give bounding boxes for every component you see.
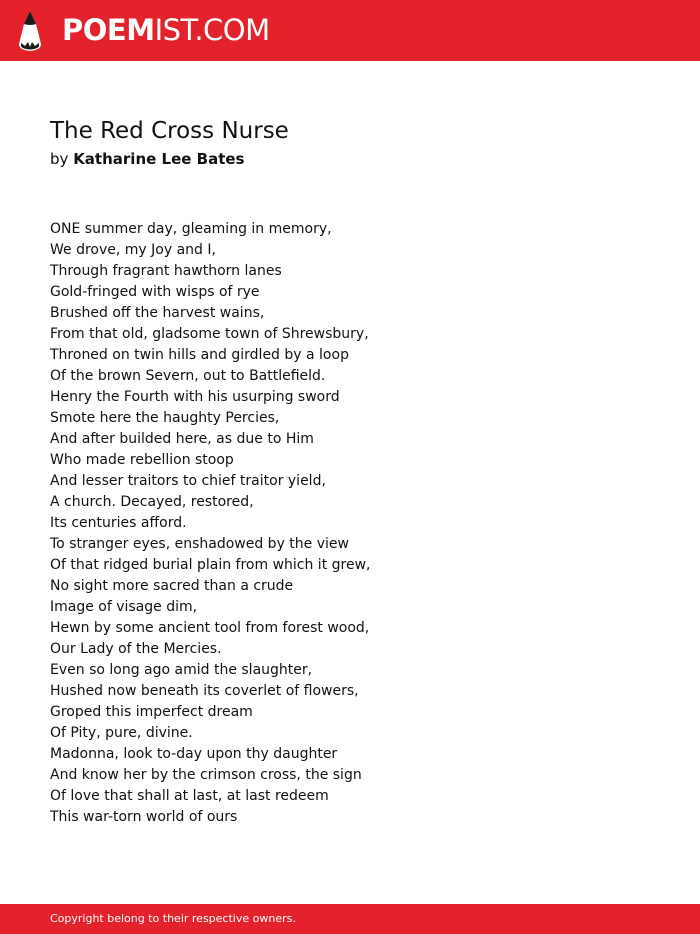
poem-line: Even so long ago amid the slaughter, (50, 662, 313, 678)
poem-line: Hushed now beneath its coverlet of flowers, (50, 683, 359, 699)
poem-line: Gold-fringed with wisps of rye (50, 284, 260, 300)
site-header (0, 0, 700, 61)
poem-line: Of Pity, pure, divine. (50, 725, 193, 741)
poem-line: Through fragrant hawthorn lanes (50, 263, 282, 279)
poem-line: ONE summer day, gleaming in memory, (50, 221, 332, 237)
poem-line: We drove, my Joy and I, (50, 242, 216, 258)
poem-line: Of love that shall at last, at last redeem (50, 788, 329, 804)
poem-line: Our Lady of the Mercies. (50, 641, 222, 657)
logo-bold-text: POEM (62, 13, 155, 47)
poem-line: Henry the Fourth with his usurping sword (50, 389, 340, 405)
poem-line: And know her by the crimson cross, the sign (50, 767, 362, 783)
poem-line: A church. Decayed, restored, (50, 494, 254, 510)
poem-line: Its centuries afford. (50, 515, 187, 531)
poem-byline (50, 149, 244, 169)
poem-line: This war-torn world of ours (50, 809, 238, 825)
poem-line: And after builded here, as due to Him (50, 431, 314, 447)
poem-title: The Red Cross Nurse (50, 118, 289, 144)
poem-line: Throned on twin hills and girdled by a loop (50, 347, 349, 363)
logo-light-text: IST.COM (154, 13, 270, 47)
poem-line: No sight more sacred than a crude (50, 578, 294, 594)
poem-line: Smote here the haughty Percies, (50, 410, 280, 426)
poem-line: From that old, gladsome town of Shrewsbury, (50, 326, 369, 342)
copyright-notice: Copyright belong to their respective owners. (50, 912, 296, 925)
poem-line: Image of visage dim, (50, 599, 198, 615)
poem-line: And lesser traitors to chief traitor yield, (50, 473, 326, 489)
poem-line: Brushed off the harvest wains, (50, 305, 265, 321)
poem-body (50, 219, 370, 828)
site-logo[interactable] (62, 13, 270, 47)
poem-line: Who made rebellion stoop (50, 452, 234, 468)
byline-prefix: by (50, 150, 69, 168)
poem-line: Groped this imperfect dream (50, 704, 253, 720)
poem-line: Madonna, look to-day upon thy daughter (50, 746, 338, 762)
pen-nib-icon (18, 10, 42, 52)
poem-author: Katharine Lee Bates (73, 150, 245, 168)
poem-line: Of that ridged burial plain from which it grew, (50, 557, 371, 573)
poem-line: To stranger eyes, enshadowed by the view (50, 536, 349, 552)
poem-line: Hewn by some ancient tool from forest wood, (50, 620, 370, 636)
poem-line: Of the brown Severn, out to Battlefield. (50, 368, 326, 384)
site-footer (0, 904, 700, 934)
